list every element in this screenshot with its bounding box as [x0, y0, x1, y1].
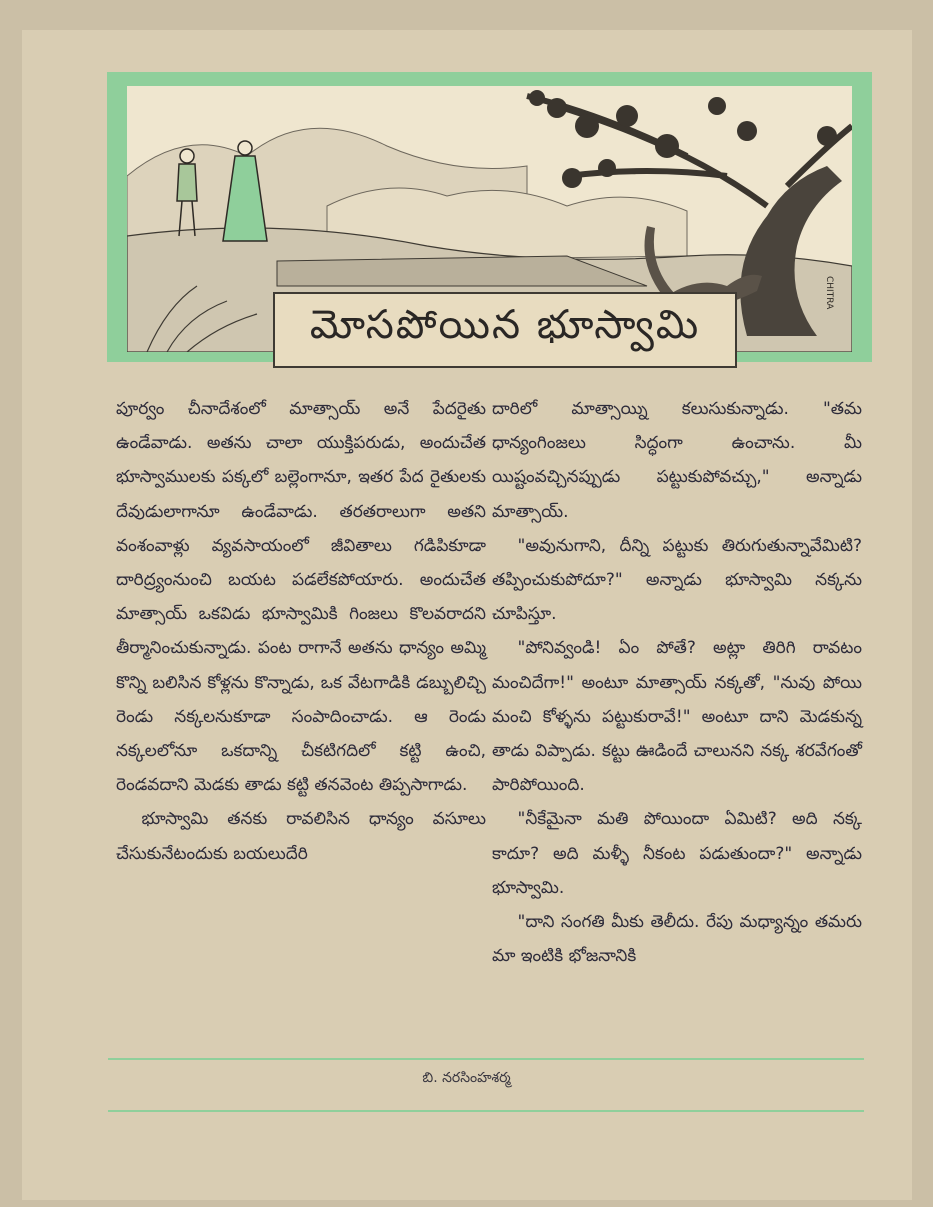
- paragraph: దారిలో మాత్సాయ్ని కలుసుకున్నాడు. "తమ ధాన్యంగింజలు సిద్ధంగా ఉంచాను. మీ యిష్టంవచ్చినప్పుడు పట్టుకుపోవచ్చు," అన్నాడు మాత్సాయ్.: [492, 399, 862, 522]
- paragraph: "దాని సంగతి మీకు తెలీదు. రేపు మధ్యాన్నం తమరు మా ఇంటికి భోజనానికి: [492, 912, 862, 967]
- right-column: [492, 392, 862, 973]
- page-title-box: [273, 292, 737, 368]
- paragraph: భూస్వామి తనకు రావలిసిన ధాన్యం వసూలు చేసుకునేటందుకు బయలుదేరి: [116, 809, 486, 864]
- paragraph: "పోనివ్వండి! ఏం పోతే? అట్లా తిరిగి రావటం మంచిదేగా!" అంటూ మాత్సాయ్ నక్కతో, "నువు పోయి మంచి కోళ్ళను పట్టుకురావే!" అంటూ దాని మెడకున్న తాడు విప్పాడు. కట్టు ఊడిందే చాలునని నక్క శరవేగంతో పారిపోయింది.: [492, 638, 862, 796]
- page-title: మోసపోయిన భూస్వామి: [309, 302, 701, 348]
- signature-text: CHITRA: [824, 276, 834, 310]
- divider-bottom: [108, 1110, 864, 1112]
- paragraph: "నీకేమైనా మతి పోయిందా ఏమిటి? అది నక్క కాదూ? అది మళ్ళీ నీకంట పడుతుందా?" అన్నాడు భూస్వామి.: [492, 809, 862, 898]
- left-column: [116, 392, 486, 871]
- paragraph: పూర్వం చీనాదేశంలో మాత్సాయ్ అనే పేదరైతు ఉండేవాడు. అతను చాలా యుక్తిపరుడు, అందుచేత భూస్వాములకు పక్కలో బల్లెంగానూ, ఇతర పేద రైతులకు దేవుడులాగానూ ఉండేవాడు. తరతరాలుగా అతని వంశంవాళ్లు వ్యవసాయంలో జీవితాలు గడిపికూడా దారిద్ర్యంనుంచి బయట పడలేకపోయారు. అందుచేత మాత్సాయ్ ఒకవిడు భూస్వామికి గింజలు కొలవరాదని తీర్మానించుకున్నాడు. పంట రాగానే అతను ధాన్యం అమ్మి కొన్ని బలిసిన కోళ్లను కొన్నాడు, ఒక వేటగాడికి డబ్బులిచ్చి రెండు నక్కలనుకూడా సంపాదించాడు. ఆ రెండు నక్కలలోనూ ఒకదాన్ని చీకటిగదిలో కట్టి ఉంచి, రెండవదాని మెడకు తాడు కట్టి తనవెంట తిప్పసాగాడు.: [116, 399, 486, 796]
- author-byline: బి. నరసింహశర్మ: [422, 1070, 511, 1086]
- paragraph: "అవునుగాని, దీన్ని పట్టుకు తిరుగుతున్నావేమిటి? తప్పించుకుపోదూ?" అన్నాడు భూస్వామి నక్కను చూపిస్తూ.: [492, 535, 862, 625]
- divider-top: [108, 1058, 864, 1060]
